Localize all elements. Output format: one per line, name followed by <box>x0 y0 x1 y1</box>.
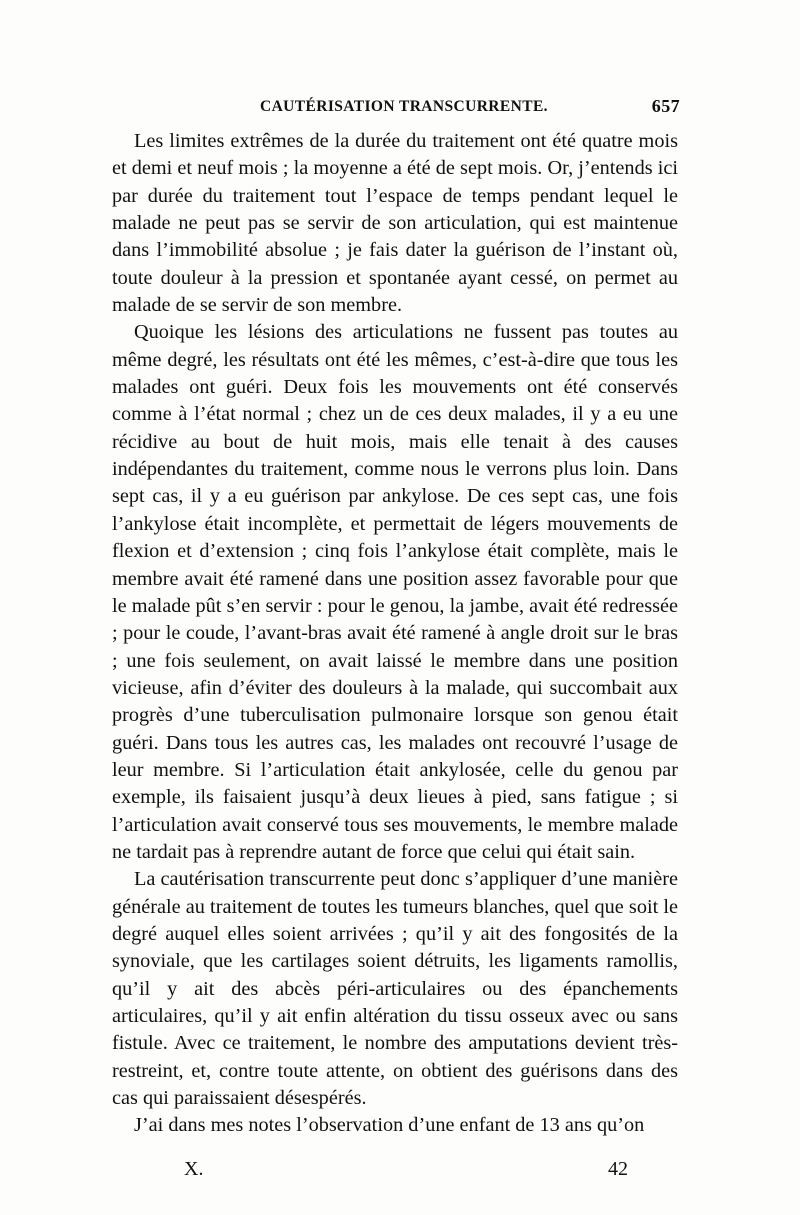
paragraph-1: Les limites extrêmes de la durée du traitement ont été quatre mois et demi et neuf mois ; la moyenne a été de sept mois. Or, j’entends ici par durée du traitement tout l’espace de temps pendant lequel le malade ne peut pas se servir de son articulation, qui est maintenue dans l’immobilité absolue ; je fais dater la guérison de l’instant où, toute douleur à la pression et spontanée ayant cessé, on permet au malade de se servir de son membre. <box>112 130 678 317</box>
paragraph-2: Quoique les lésions des articulations ne fussent pas toutes au même degré, les résultats ont été les mêmes, c’est-à-dire que tous les malades ont guéri. Deux fois les mouvements ont été conservés comme à l’état normal ; chez un de ces deux malades, il y a eu une récidive au bout de huit mois, mais elle tenait à des causes indépendantes du traitement, comme nous le verrons plus loin. Dans sept cas, il y a eu guérison par ankylose. De ces sept cas, une fois l’ankylose était incomplète, et permettait de légers mouvements de flexion et d’extension ; cinq fois l’ankylose était complète, mais le membre avait été ramené dans une position assez favorable pour que le malade pût s’en servir : pour le genou, la jambe, avait été redressée ; pour le coude, l’avant-bras avait été ramené à angle droit sur le bras ; une fois seulement, on avait laissé le membre dans une position vicieuse, afin d’éviter des douleurs à la malade, qui succombait aux progrès d’une tuberculisation pulmonaire lorsque son genou était guéri. Dans tous les autres cas, les malades ont recouvré l’usage de leur membre. Si l’articulation était ankylosée, celle du genou par exemple, ils faisaient jusqu’à deux lieues à pied, sans fatigue ; si l’articulation avait conservé tous ses mouvements, le membre malade ne tardait pas à reprendre autant de force que celui qui était sain. <box>112 321 678 863</box>
signature-mark: X. <box>184 1158 204 1180</box>
sheet-number: 42 <box>608 1158 628 1180</box>
page-number: 657 <box>651 96 680 116</box>
page-footer <box>112 1158 678 1184</box>
running-title: CAUTÉRISATION TRANSCURRENTE. <box>260 98 548 115</box>
body-text <box>112 128 678 1140</box>
paragraph-3: La cautérisation transcurrente peut donc s’appliquer d’une manière générale au traitement de toutes les tumeurs blanches, quel que soit le degré auquel elles soient arrivées ; qu’il y ait des fongosités de la synoviale, que les cartilages soient détruits, les ligaments ramollis, qu’il y ait des abcès péri-articulaires ou des épanchements articulaires, qu’il y ait enfin altération du tissu osseux avec ou sans fistule. Avec ce traitement, le nombre des amputations devient très-restreint, et, contre toute attente, on obtient des guérisons dans des cas qui paraissaient désespérés. <box>112 868 678 1110</box>
paragraph-4: J’ai dans mes notes l’observation d’une enfant de 13 ans qu’on <box>134 1114 645 1137</box>
running-head <box>110 96 680 120</box>
